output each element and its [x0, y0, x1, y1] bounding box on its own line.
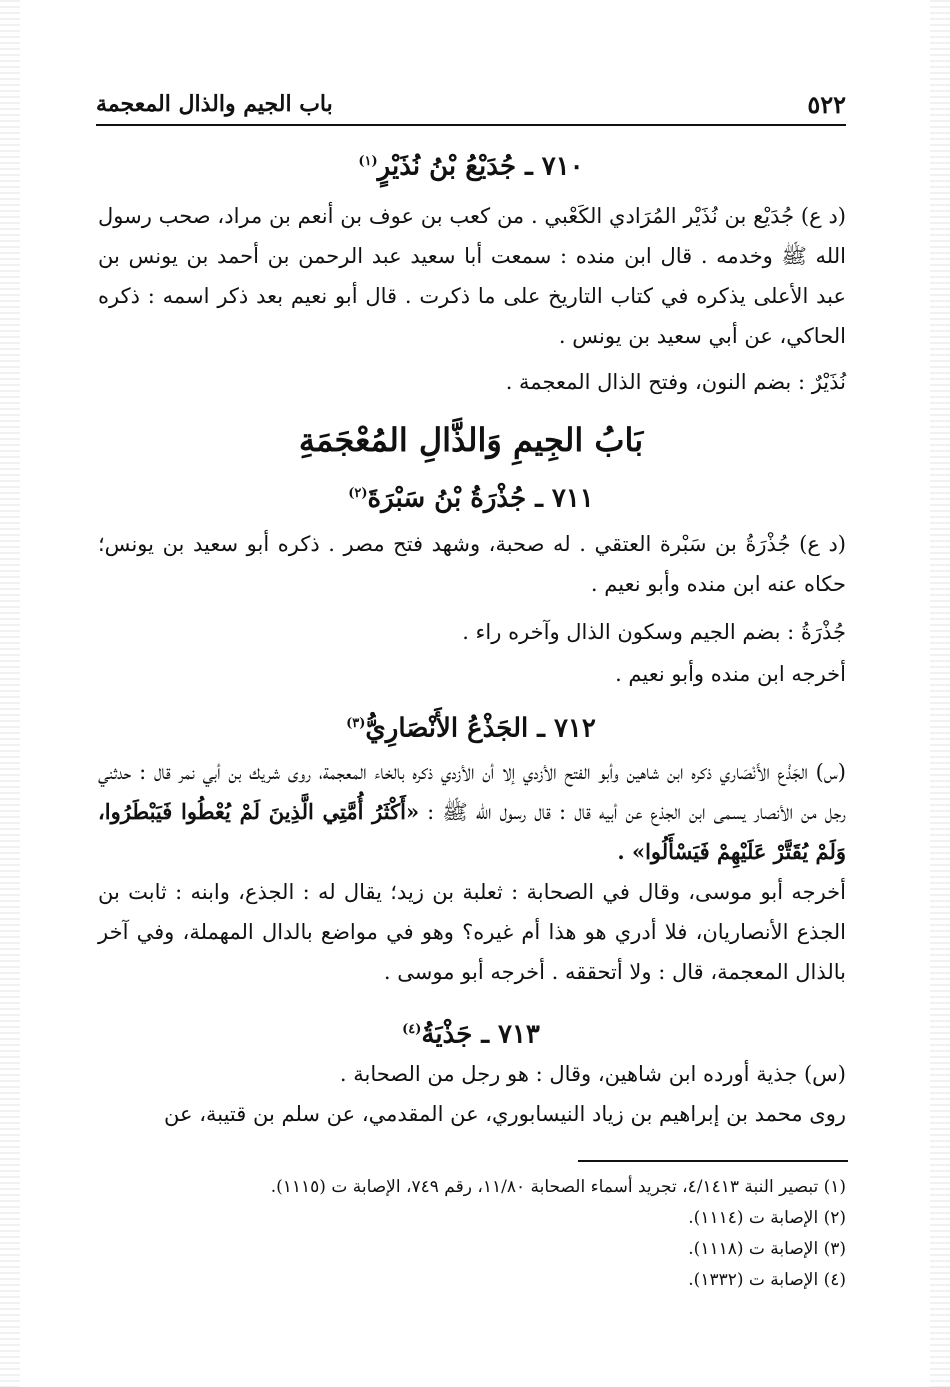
running-header: [96, 84, 846, 126]
entry-heading-710: ٧١٠ ـ جُدَيْعُ بْنُ نُذَيْرٍ$^{(١)}$: [358, 151, 584, 182]
footnotes: [98, 1172, 846, 1296]
hadith-quote: «أَكْثَرُ أُمَّتِي الَّذِينَ لَمْ يُعْطُوا فَيَبْطَرُوا، وَلَمْ يُقَتَّرْ عَلَيْهِمْ فَيَسْأَلُوا» .: [98, 799, 846, 864]
paragraph: جُذْرَةُ : بضم الجيم وسكون الذال وآخره راء .: [462, 620, 846, 644]
entry-712-body: [98, 752, 846, 992]
chapter-heading: بَابُ الجِيمِ وَالذَّالِ المُعْجَمَةِ: [298, 421, 644, 459]
footnote: (٢) الإصابة ت (١١١٤).: [688, 1208, 846, 1228]
entry-heading-713: ٧١٣ ـ جَذْيَةُ$^{(٤)}$: [402, 1019, 540, 1050]
entry-heading-712: ٧١٢ ـ الجَذْعُ الأَنْصَارِيُّ$^{(٣)}$: [346, 713, 596, 744]
footnote-ref: (٢): [348, 486, 368, 501]
entry-711-source: [98, 654, 846, 694]
footnote-divider: [578, 1160, 848, 1162]
page-number: ٥٢٢: [807, 89, 846, 119]
paragraph: أخرجه ابن منده وأبو نعيم .: [615, 662, 846, 686]
footnote: (٣) الإصابة ت (١١١٨).: [688, 1239, 846, 1259]
scan-edge-left: [0, 0, 20, 1387]
entry-710-note: [98, 362, 846, 402]
paragraph: (س) جذية أورده ابن شاهين، وقال : هو رجل من الصحابة .: [339, 1062, 846, 1086]
footnote-ref: (١): [358, 154, 378, 169]
paragraph: (د ع) جُدَيْع بن نُذَيْر المُرَادي الكَعْبي . من كعب بن عوف بن أنعم بن مراد، صحب رسول الله ﷺ وخدمه . قال ابن منده : سمعت أبا سعيد عبد الرحمن بن أحمد بن يونس بن عبد الأعلى يذكره في كتاب التاريخ على ما ذكرت . قال أبو نعيم بعد ذكر اسمه : ذكره الحاكي، عن أبي سعيد بن يونس .: [98, 204, 846, 348]
entry-711-body: [98, 524, 846, 604]
entry-711-note: [98, 612, 846, 652]
footnote-ref: (٣): [346, 716, 366, 731]
footnote: (٤) الإصابة ت (١٣٣٢).: [688, 1270, 846, 1290]
scan-edge-right: [930, 0, 950, 1387]
entry-713-body: [98, 1054, 846, 1134]
paragraph: نُذَيْرٌ : بضم النون، وفتح الذال المعجمة .: [505, 370, 846, 394]
paragraph: (د ع) جُذْرَةُ بن سَبْرة العتقي . له صحبة، وشهد فتح مصر . ذكره أبو سعيد بن يونس؛ حكاه عنه ابن منده وأبو نعيم .: [98, 532, 846, 596]
running-title: باب الجيم والذال المعجمة: [96, 91, 333, 117]
footnote-ref: (٤): [402, 1022, 422, 1037]
entry-710-body: [98, 196, 846, 356]
paragraph: أخرجه أبو موسى، وقال في الصحابة : ثعلبة بن زيد؛ يقال له : الجذع، وابنه : ثابت بن الجذع الأنصاريان، فلا أدري هو هذا أم غيره؟ وهو في مواضع بالدال المهملة، وفي آخر بالذال المعجمة، قال : ولا أتحققه . أخرجه أبو موسى .: [98, 880, 846, 984]
paragraph: روى محمد بن إبراهيم بن زياد النيسابوري، عن المقدمي، عن سلم بن قتيبة، عن: [164, 1102, 846, 1126]
entry-heading-711: ٧١١ ـ جُذْرَةُ بْنُ سَبْرَةَ$^{(٢)}$: [348, 483, 594, 514]
footnote: (١) تبصير النبة ٤/١٤١٣، تجريد أسماء الصحابة ١١/٨٠، رقم ٧٤٩، الإصابة ت (١١١٥).: [270, 1177, 846, 1197]
paragraph: (س) الجَذْع الأَنْصَاري ذكره ابن شاهين وأبو الفتح الأزدي إلا أن الأزدي ذكره بالخاء المعجمة، روى شريك بن أبي نمر قال : حدثني رجل من الأنصار يسمى ابن الجذع عن أبيه قال : قال رسول الله ﷺ : «أَكْثَرُ أُمَّتِي الَّذِينَ لَمْ يُعْطُوا فَيَبْطَرُوا، وَلَمْ يُقَتَّرْ عَلَيْهِمْ فَيَسْأَلُوا» .: [98, 760, 846, 864]
